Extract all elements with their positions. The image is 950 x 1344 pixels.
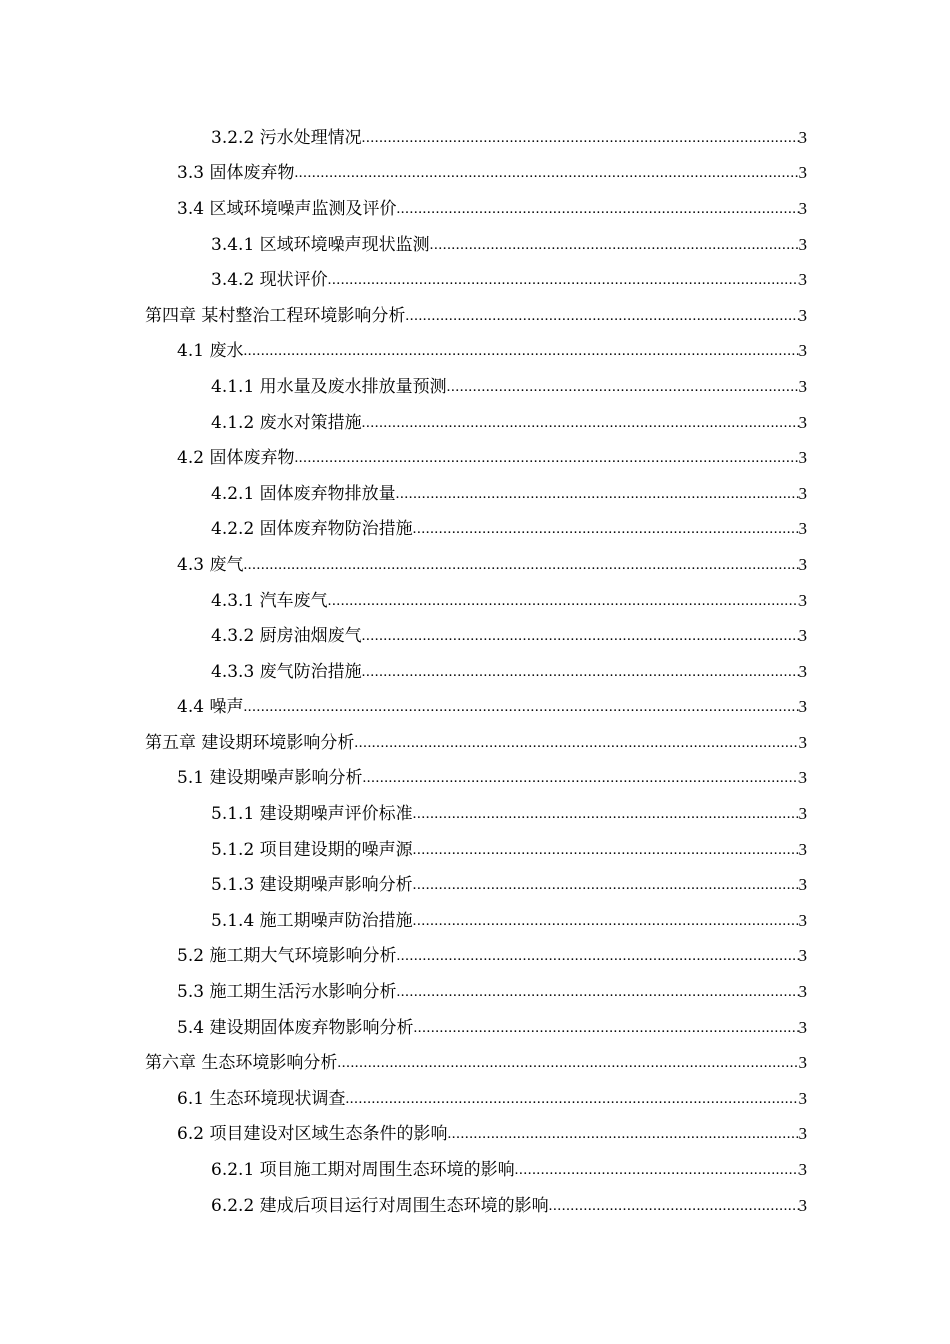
toc-dot-leader [243,697,798,717]
toc-page-number: 3 [798,875,807,895]
toc-page-number: 3 [798,270,807,290]
toc-entry-title: 5.1.4 施工期噪声防治措施 [211,910,413,931]
toc-entry[interactable] [0,262,950,298]
toc-entry-title: 3.2.2 污水处理情况 [211,127,362,148]
toc-entry[interactable] [0,440,950,476]
toc-page-number: 3 [798,732,807,752]
toc-dot-leader [549,1196,799,1216]
toc-entry-title: 5.1 建设期噪声影响分析 [177,768,363,789]
toc-page-number: 3 [798,127,807,147]
toc-entry-title: 5.4 建设期固体废弃物影响分析 [177,1017,414,1038]
toc-page-number: 3 [798,376,807,396]
toc-entry[interactable] [0,1010,950,1046]
toc-page-number: 3 [798,341,807,361]
toc-entry-title: 6.2.1 项目施工期对周围生态环境的影响 [211,1160,515,1181]
toc-entry[interactable] [0,903,950,939]
toc-page-number: 3 [798,448,807,468]
toc-dot-leader [362,413,799,433]
toc-dot-leader [362,128,799,148]
toc-entry[interactable] [0,867,950,903]
toc-page-number: 3 [798,483,807,503]
toc-entry[interactable] [0,618,950,654]
toc-entry-title: 4.1.1 用水量及废水排放量预测 [211,376,447,397]
toc-dot-leader [413,875,799,895]
toc-dot-leader [396,199,798,219]
toc-entry-title: 3.4.1 区域环境噪声现状监测 [211,234,430,255]
toc-entry[interactable] [0,334,950,370]
toc-entry-title: 5.3 施工期生活污水影响分析 [177,982,397,1003]
toc-entry[interactable] [0,191,950,227]
toc-entry[interactable] [0,512,950,548]
toc-entry[interactable] [0,298,950,334]
toc-entry[interactable] [0,1081,950,1117]
toc-page-number: 3 [798,1195,807,1215]
toc-entry-title: 4.3.3 废气防治措施 [211,661,362,682]
toc-entry[interactable] [0,405,950,441]
toc-entry-title: 5.1.3 建设期噪声影响分析 [211,875,413,896]
toc-entry-title: 4.3.2 厨房油烟废气 [211,626,362,647]
toc-page-number: 3 [798,234,807,254]
toc-page-number: 3 [798,910,807,930]
toc-page-number: 3 [798,519,807,539]
toc-entry[interactable] [0,761,950,797]
toc-entry-title: 4.2.1 固体废弃物排放量 [211,483,396,504]
toc-dot-leader [515,1160,799,1180]
toc-entry[interactable] [0,725,950,761]
toc-dot-leader [345,1089,798,1109]
toc-page-number: 3 [798,946,807,966]
toc-dot-leader [430,235,799,255]
toc-page-number: 3 [798,1124,807,1144]
toc-page-number: 3 [798,163,807,183]
toc-dot-leader [413,840,799,860]
toc-entry-title: 4.2 固体废弃物 [177,448,295,469]
toc-entry-title: 4.1 废水 [177,341,244,362]
toc-entry-title: 4.1.2 废水对策措施 [211,412,362,433]
toc-dot-leader [413,911,799,931]
toc-page-number: 3 [798,1160,807,1180]
toc-entry[interactable] [0,939,950,975]
toc-entry[interactable] [0,156,950,192]
toc-dot-leader [328,591,799,611]
toc-entry[interactable] [0,796,950,832]
toc-dot-leader [413,804,799,824]
toc-dot-leader [396,982,798,1002]
toc-entry[interactable] [0,583,950,619]
toc-dot-leader [243,341,798,361]
toc-page-number: 3 [798,804,807,824]
toc-page-number: 3 [798,697,807,717]
toc-entry[interactable] [0,1117,950,1153]
toc-page-number: 3 [798,412,807,432]
toc-entry[interactable] [0,476,950,512]
toc-page-number: 3 [798,768,807,788]
toc-page-number: 3 [798,590,807,610]
toc-page-number: 3 [798,661,807,681]
toc-entry-title: 第六章 生态环境影响分析 [145,1053,338,1074]
toc-dot-leader [328,270,799,290]
toc-entry[interactable] [0,690,950,726]
toc-entry[interactable] [0,1188,950,1224]
toc-entry-title: 3.4.2 现状评价 [211,270,328,291]
toc-entry-title: 5.1.1 建设期噪声评价标准 [211,804,413,825]
toc-entry[interactable] [0,654,950,690]
toc-entry-title: 5.2 施工期大气环境影响分析 [177,946,397,967]
toc-entry-title: 4.3.1 汽车废气 [211,590,328,611]
toc-entry-title: 5.1.2 项目建设期的噪声源 [211,839,413,860]
toc-page-number: 3 [798,626,807,646]
toc-entry-title: 4.4 噪声 [177,697,244,718]
toc-dot-leader [362,768,798,788]
toc-entry[interactable] [0,369,950,405]
toc-dot-leader [362,626,799,646]
toc-entry[interactable] [0,547,950,583]
toc-page-number: 3 [798,1017,807,1037]
toc-dot-leader [354,733,798,753]
toc-dot-leader [405,306,798,326]
toc-dot-leader [337,1053,798,1073]
toc-entry[interactable] [0,832,950,868]
toc-entry-title: 3.3 固体废弃物 [177,163,295,184]
toc-entry[interactable] [0,1045,950,1081]
toc-dot-leader [396,946,798,966]
toc-entry-title: 3.4 区域环境噪声监测及评价 [177,198,397,219]
toc-page-number: 3 [798,1088,807,1108]
toc-dot-leader [362,662,799,682]
toc-entry[interactable] [0,120,950,156]
toc-entry[interactable] [0,974,950,1010]
toc-entry-title: 4.2.2 固体废弃物防治措施 [211,519,413,540]
toc-page-number: 3 [798,1053,807,1073]
toc-entry-title: 第五章 建设期环境影响分析 [145,732,355,753]
toc-entry[interactable] [0,227,950,263]
toc-dot-leader [396,484,799,504]
table-of-contents [0,120,950,1223]
toc-entry-title: 6.1 生态环境现状调查 [177,1088,346,1109]
toc-page-number: 3 [798,554,807,574]
toc-dot-leader [243,555,798,575]
toc-page-number: 3 [798,839,807,859]
toc-entry-title: 6.2.2 建成后项目运行对周围生态环境的影响 [211,1195,549,1216]
toc-page-number: 3 [798,305,807,325]
toc-page-number: 3 [798,982,807,1002]
toc-dot-leader [413,1018,798,1038]
toc-dot-leader [447,377,799,397]
toc-entry-title: 6.2 项目建设对区域生态条件的影响 [177,1124,448,1145]
toc-page-number: 3 [798,198,807,218]
toc-entry-title: 4.3 废气 [177,554,244,575]
toc-entry-title: 第四章 某村整治工程环境影响分析 [145,305,406,326]
toc-entry[interactable] [0,1152,950,1188]
toc-dot-leader [413,519,799,539]
toc-dot-leader [294,448,798,468]
toc-dot-leader [447,1124,798,1144]
toc-dot-leader [294,163,798,183]
